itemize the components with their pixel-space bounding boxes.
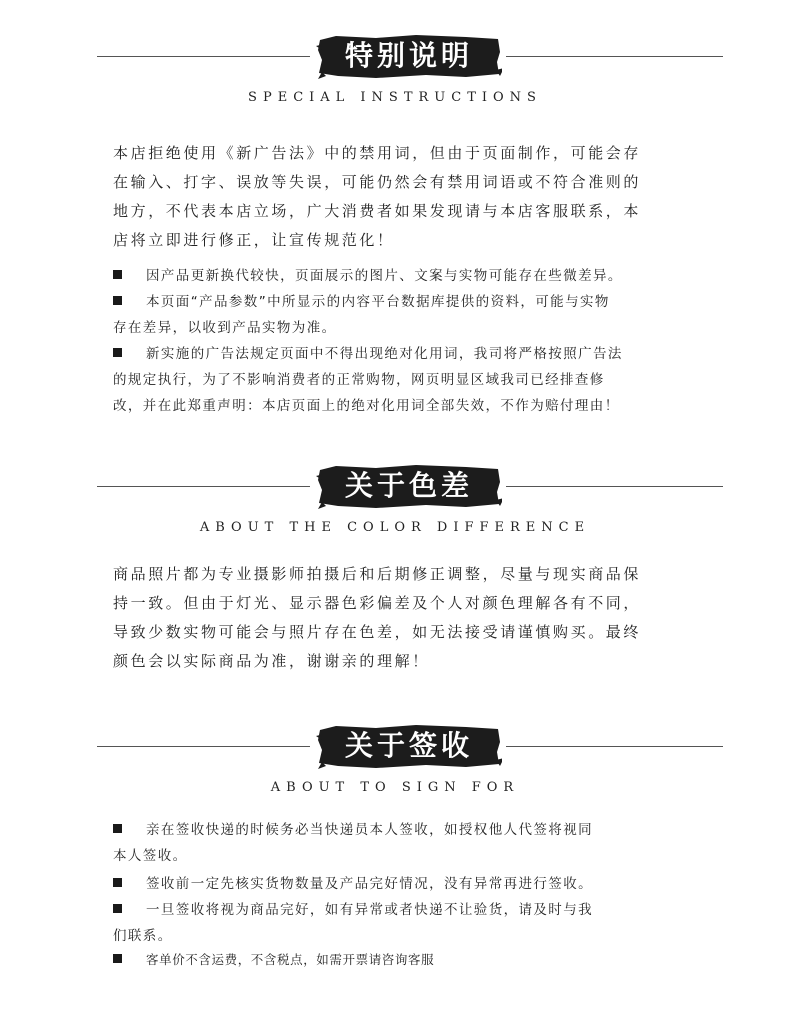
item-line: 本页面“产品参数”中所显示的内容平台数据库提供的资料，可能与实物	[146, 294, 610, 310]
section-header	[0, 456, 790, 516]
square-bullet-icon	[113, 904, 122, 913]
section-subtitle: SPECIAL INSTRUCTIONS	[248, 90, 542, 105]
item-line: 签收前一定先核实货物数量及产品完好情况，没有异常再进行签收。	[146, 876, 593, 892]
square-bullet-icon	[113, 878, 122, 887]
paragraph-line: 持一致。但由于灯光、显示器色彩偏差及个人对颜色理解各有不同，	[113, 594, 642, 612]
item-line: 新实施的广告法规定页面中不得出现绝对化用词，我司将严格按照广告法	[146, 346, 623, 362]
section-subtitle: ABOUT TO SIGN FOR	[270, 780, 520, 795]
item-line: 客单价不含运费，不含税点，如需开票请咨询客服	[146, 952, 435, 967]
divider-left	[97, 56, 310, 57]
square-bullet-icon	[113, 348, 122, 357]
divider-right	[506, 486, 723, 487]
section-header	[0, 26, 790, 86]
section-subtitle: ABOUT THE COLOR DIFFERENCE	[199, 520, 591, 535]
square-bullet-icon	[113, 954, 122, 963]
square-bullet-icon	[113, 296, 122, 305]
item-line: 一旦签收将视为商品完好，如有异常或者快递不让验货，请及时与我	[146, 902, 593, 918]
color-paragraph	[113, 563, 693, 679]
paragraph-line: 店将立即进行修正，让宣传规范化！	[113, 231, 395, 249]
list-item	[113, 342, 703, 420]
item-line: 因产品更新换代较快，页面展示的图片、文案与实物可能存在些微差异。	[146, 268, 623, 284]
list-item	[113, 264, 703, 290]
paragraph-line: 地方，不代表本店立场，广大消费者如果发现请与本店客服联系，本	[113, 202, 642, 220]
special-instructions-section	[0, 26, 790, 105]
title-brush-banner	[316, 32, 502, 80]
item-line: 们联系。	[113, 928, 173, 944]
divider-left	[97, 746, 310, 747]
divider-right	[506, 56, 723, 57]
title-brush-banner	[316, 462, 502, 510]
list-item	[113, 290, 703, 342]
paragraph-line: 在输入、打字、误放等失误，可能仍然会有禁用词语或不符合准则的	[113, 173, 642, 191]
item-line: 本人签收。	[113, 848, 188, 864]
section-header	[0, 716, 790, 776]
section-title: 关于色差	[344, 469, 473, 502]
list-item	[113, 818, 703, 870]
special-paragraph	[113, 142, 693, 258]
sign-for-section	[0, 716, 790, 795]
list-item	[113, 898, 703, 950]
item-line: 亲在签收快递的时候务必当快递员本人签收，如授权他人代签将视同	[146, 822, 593, 838]
list-item	[113, 950, 703, 976]
item-line: 存在差异，以收到产品实物为准。	[113, 320, 337, 336]
square-bullet-icon	[113, 824, 122, 833]
item-line: 的规定执行，为了不影响消费者的正常购物，网页明显区域我司已经排查修	[113, 372, 605, 388]
item-line: 改，并在此郑重声明：本店页面上的绝对化用词全部失效，不作为赔付理由！	[113, 398, 620, 414]
title-brush-banner	[316, 722, 502, 770]
paragraph-line: 商品照片都为专业摄影师拍摄后和后期修正调整，尽量与现实商品保	[113, 565, 642, 583]
list-item	[113, 872, 703, 898]
square-bullet-icon	[113, 270, 122, 279]
paragraph-line: 导致少数实物可能会与照片存在色差，如无法接受请谨慎购买。最终	[113, 623, 642, 641]
section-title: 特别说明	[344, 39, 473, 72]
section-title: 关于签收	[344, 729, 473, 762]
paragraph-line: 本店拒绝使用《新广告法》中的禁用词，但由于页面制作，可能会存	[113, 144, 642, 162]
color-difference-section	[0, 456, 790, 535]
divider-left	[97, 486, 310, 487]
divider-right	[506, 746, 723, 747]
paragraph-line: 颜色会以实际商品为准，谢谢亲的理解！	[113, 652, 430, 670]
